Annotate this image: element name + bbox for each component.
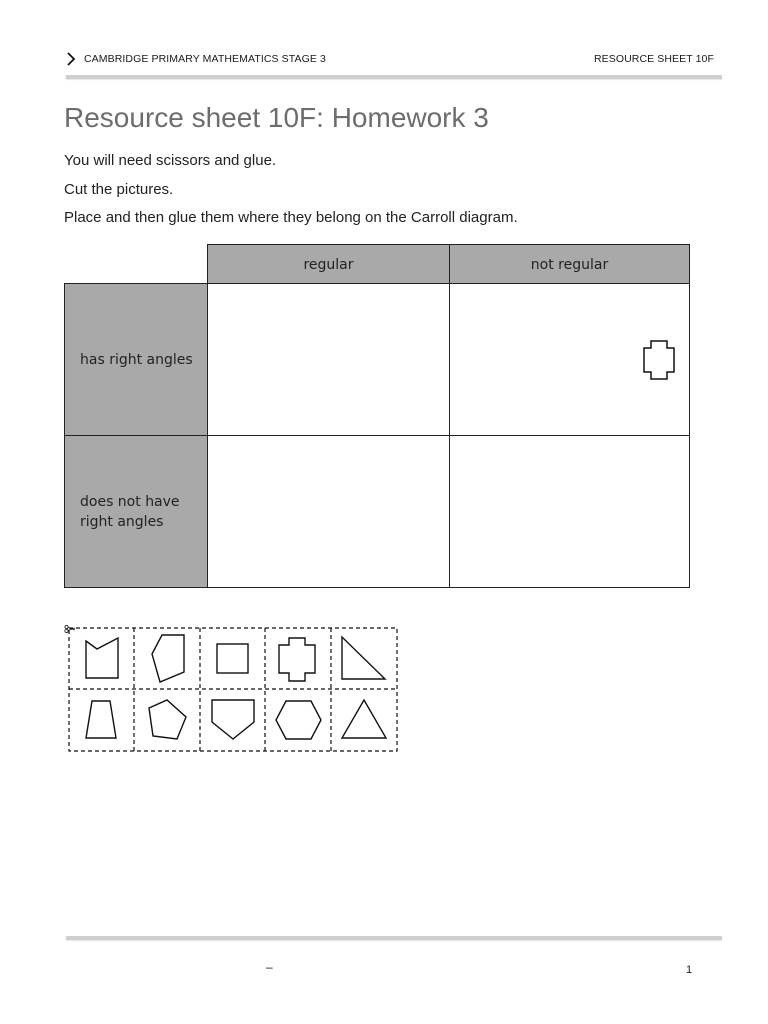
footer-rule [66, 936, 722, 940]
house-pentagon-icon[interactable] [212, 700, 254, 739]
equilateral-triangle-icon[interactable] [342, 700, 386, 738]
header-rule [66, 75, 722, 79]
trapezium-icon[interactable] [86, 701, 116, 738]
column-header-label: not regular [530, 256, 609, 273]
right-triangle-icon[interactable] [342, 637, 385, 679]
instruction-line: Place and then glue them where they belong on the Carroll diagram. [64, 209, 518, 226]
footer-dash: – [266, 960, 273, 974]
cutout-shapes-grid [64, 622, 404, 761]
cross-shape-icon[interactable] [279, 638, 315, 681]
column-header-label: regular [303, 256, 354, 273]
diagram-cell-not-regular-right-angles[interactable] [449, 283, 690, 437]
column-header-regular [207, 244, 450, 285]
row-header-no-right-angles [64, 435, 209, 588]
row-header-label: does not have [80, 493, 180, 510]
irregular-pentagon-icon[interactable] [152, 635, 184, 682]
column-header-not-regular [449, 244, 690, 285]
row-header-label: right angles [80, 513, 164, 530]
diagram-cell-not-regular-no-right-angles[interactable] [449, 435, 690, 588]
header-left-title: CAMBRIDGE PRIMARY MATHEMATICS STAGE 3 [84, 53, 326, 65]
hexagon-icon[interactable] [276, 701, 321, 739]
row-header-label: has right angles [80, 352, 193, 368]
page-title: Resource sheet 10F: Homework 3 [64, 102, 489, 133]
instruction-line: You will need scissors and glue. [64, 152, 277, 169]
header-right-title: RESOURCE SHEET 10F [593, 53, 714, 65]
regular-pentagon-icon[interactable] [149, 700, 186, 739]
pentagon-notched-icon[interactable] [86, 638, 118, 678]
row-header-right-angles [64, 283, 209, 437]
cross-shape-icon [642, 340, 676, 380]
diagram-cell-regular-no-right-angles[interactable] [207, 435, 450, 588]
instruction-line: Cut the pictures. [64, 181, 174, 198]
diagram-cell-regular-right-angles[interactable] [207, 283, 450, 437]
scissors-icon [65, 625, 75, 632]
chevron-right-icon [66, 52, 76, 66]
page-number: 1 [686, 964, 693, 976]
square-icon[interactable] [217, 644, 248, 673]
page-header [64, 50, 720, 70]
